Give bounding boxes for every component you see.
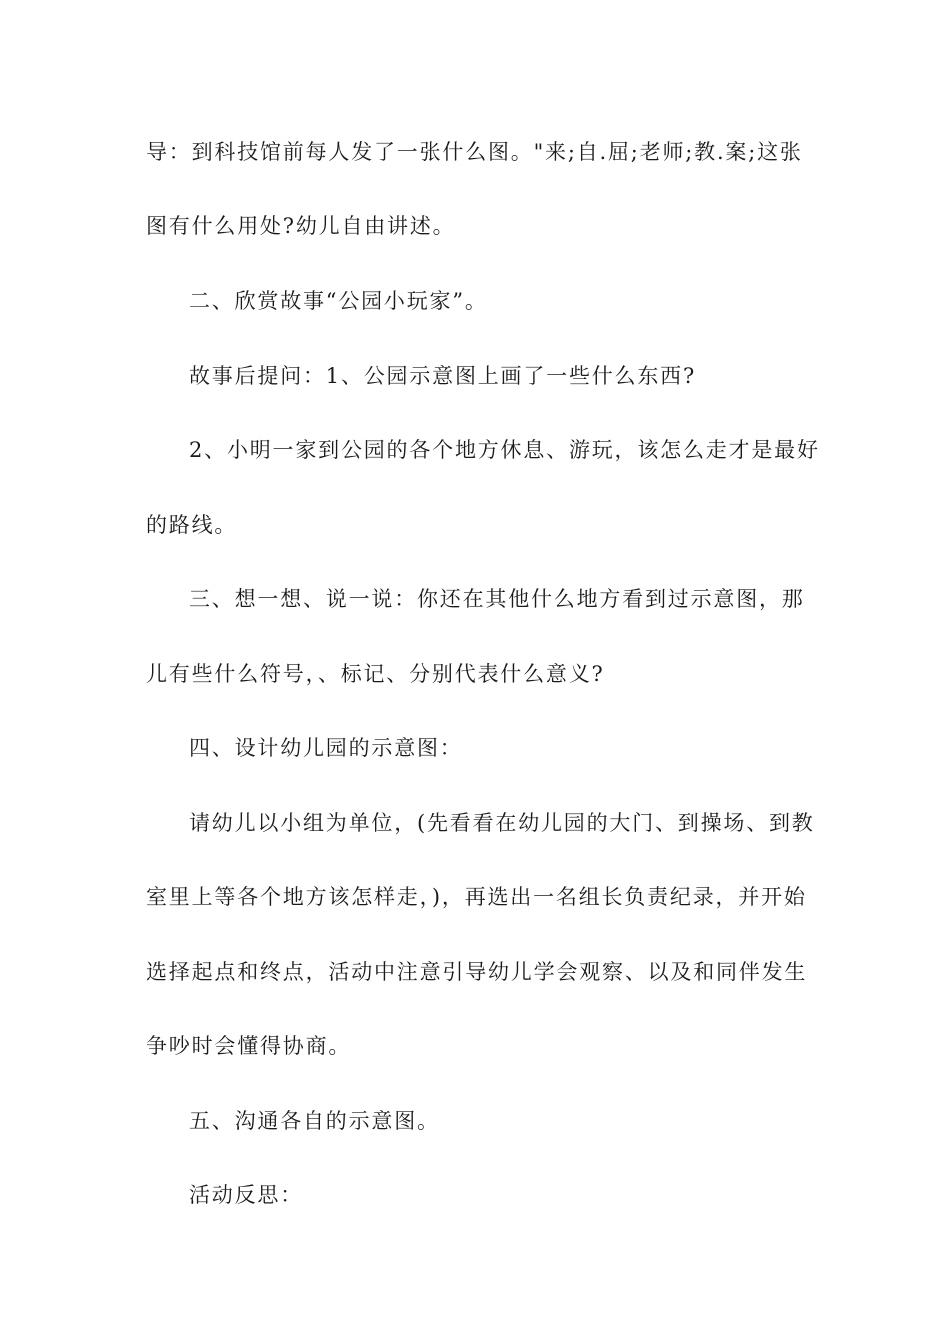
section-heading-2: 二、欣赏故事“公园小玩家”。 (189, 289, 488, 313)
paragraph-line: 2、小明一家到公园的各个地方休息、游玩，该怎么走才是最好 (189, 438, 820, 462)
paragraph-line: 导：到科技馆前每人发了一张什么图。"来;自.屈;老师;教.案;这张 (146, 140, 803, 164)
section-heading-5: 五、沟通各自的示意图。 (189, 1109, 440, 1133)
section-heading-3: 三、想一想、说一说：你还在其他什么地方看到过示意图，那 (189, 587, 805, 611)
paragraph-line: 争吵时会懂得协商。 (146, 1034, 352, 1058)
paragraph-line: 选择起点和终点，活动中注意引导幼儿学会观察、以及和同伴发生 (146, 960, 808, 984)
paragraph-line: 儿有些什么符号，、标记、分别代表什么意义? (146, 662, 605, 686)
section-heading-4: 四、设计幼儿园的示意图： (189, 736, 463, 760)
paragraph-line: 故事后提问：1、公园示意图上画了一些什么东西? (189, 364, 697, 388)
section-heading-reflection: 活动反思： (189, 1183, 303, 1207)
paragraph-line: 的路线。 (146, 513, 238, 537)
paragraph-line: 室里上等各个地方该怎样走，)，再选出一名组长负责纪录，并开始 (146, 885, 807, 909)
paragraph-line: 请幼儿以小组为单位，(先看看在幼儿园的大门、到操场、到教 (189, 811, 815, 835)
paragraph-line: 图有什么用处?幼儿自由讲述。 (146, 214, 456, 238)
